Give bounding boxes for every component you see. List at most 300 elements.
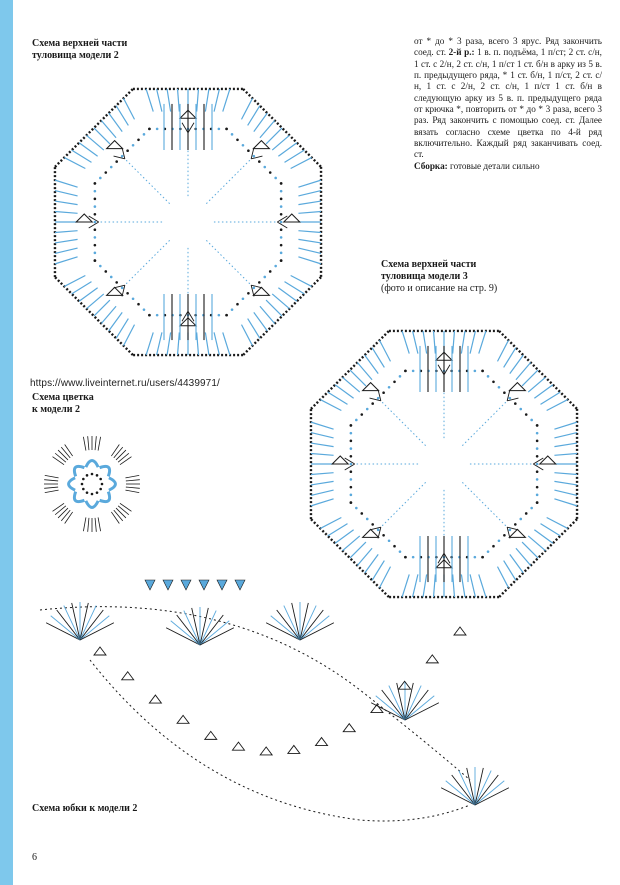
spoke bbox=[125, 240, 170, 285]
chain-dot bbox=[412, 370, 415, 373]
petal-stitch bbox=[95, 436, 96, 450]
fan-stitch bbox=[55, 212, 78, 214]
fan-stitch bbox=[55, 231, 78, 233]
center-dot bbox=[86, 491, 89, 494]
chain-loop bbox=[363, 529, 379, 537]
fan-stitch bbox=[248, 106, 260, 126]
fan-stitch bbox=[554, 473, 577, 475]
fan-stitch bbox=[167, 332, 171, 355]
petal-stitch bbox=[61, 510, 70, 521]
fan-stitch bbox=[335, 385, 354, 398]
chain-dot bbox=[94, 205, 97, 208]
spoke bbox=[206, 159, 251, 204]
fan-stitch bbox=[298, 248, 321, 253]
fan-stitch bbox=[291, 158, 312, 169]
fan-stitch bbox=[197, 332, 199, 355]
chain-dot bbox=[156, 128, 159, 131]
center-dot bbox=[91, 493, 94, 496]
chain-dot bbox=[94, 252, 97, 255]
fan-stitch bbox=[272, 294, 289, 309]
fan-stitch bbox=[285, 150, 305, 162]
chain-loop bbox=[107, 287, 123, 295]
fan-stitch bbox=[534, 385, 553, 398]
chain-dot bbox=[350, 463, 353, 466]
chain-dot bbox=[536, 478, 539, 481]
petal-stitch bbox=[118, 506, 129, 515]
chain-dot bbox=[487, 550, 490, 553]
fan-stitch bbox=[87, 294, 104, 309]
chain-dot bbox=[121, 287, 124, 290]
fan-stitch bbox=[55, 248, 78, 253]
fan-stitch bbox=[55, 180, 78, 187]
chain-loop bbox=[363, 383, 379, 391]
fan-stitch bbox=[479, 331, 486, 354]
chain-dot bbox=[519, 518, 522, 521]
fan-stitch bbox=[554, 499, 577, 506]
chain-dot bbox=[94, 228, 97, 231]
fan-stitch bbox=[311, 454, 334, 456]
fan-stitch bbox=[528, 377, 545, 392]
fan-stitch bbox=[434, 331, 436, 354]
chain-loop bbox=[509, 529, 525, 537]
chain-dot bbox=[280, 259, 283, 262]
source-url: https://www.liveinternet.ru/users/4439971/ bbox=[30, 378, 220, 389]
fan-stitch bbox=[534, 530, 553, 543]
center-dot bbox=[82, 478, 85, 481]
fan-stitch bbox=[94, 128, 110, 144]
chain-dot bbox=[280, 213, 283, 216]
caption-line: туловища модели 2 bbox=[32, 50, 119, 61]
fan-stitch bbox=[380, 340, 391, 361]
center-dot bbox=[99, 478, 102, 481]
fan-stitch bbox=[343, 377, 360, 392]
chain-loop bbox=[232, 742, 244, 750]
fan-stitch bbox=[116, 106, 128, 126]
petal-stitch bbox=[120, 457, 132, 465]
fan-stitch bbox=[298, 180, 321, 187]
fan-stitch bbox=[320, 400, 341, 411]
crochet-diagram-top bbox=[40, 68, 336, 376]
fan-stitch bbox=[80, 623, 114, 640]
chain-dot bbox=[269, 270, 272, 273]
chain-dot bbox=[280, 190, 283, 193]
chain-dot bbox=[280, 205, 283, 208]
caption-line: Схема юбки к модели 2 bbox=[32, 803, 138, 814]
chain-dot bbox=[371, 523, 374, 526]
chain-dot bbox=[498, 539, 501, 542]
chain-dot bbox=[530, 507, 533, 510]
chain-dot bbox=[487, 375, 490, 378]
fan-stitch bbox=[167, 89, 171, 112]
chain-loop bbox=[509, 383, 525, 391]
chain-loop bbox=[76, 214, 92, 222]
chain-dot bbox=[371, 402, 374, 405]
chain-dot bbox=[110, 166, 113, 169]
chain-loop bbox=[332, 456, 348, 464]
chain-dot bbox=[258, 281, 261, 284]
fan-stitch bbox=[79, 288, 98, 301]
petal-stitch bbox=[83, 437, 86, 451]
petal-stitch bbox=[116, 508, 126, 518]
caption-top-left bbox=[32, 38, 127, 62]
fan-stitch bbox=[461, 331, 465, 354]
fan-stitch bbox=[554, 443, 577, 447]
chain-dot bbox=[110, 276, 113, 279]
picot bbox=[199, 580, 209, 590]
chain-dot bbox=[536, 494, 539, 497]
fan-stitch bbox=[311, 422, 334, 429]
chain-dot bbox=[388, 386, 391, 389]
chain-dot bbox=[514, 402, 517, 405]
chain-dot bbox=[280, 228, 283, 231]
petal bbox=[109, 478, 116, 490]
petal-stitch bbox=[53, 457, 65, 465]
chain-dot bbox=[247, 149, 250, 152]
chain-dot bbox=[242, 144, 245, 147]
fan-stitch bbox=[300, 623, 334, 640]
fan-stitch bbox=[205, 89, 209, 112]
skirt-outer-curve bbox=[40, 607, 470, 780]
chain-dot bbox=[115, 281, 118, 284]
chain-dot bbox=[481, 370, 484, 373]
chain-dot bbox=[94, 190, 97, 193]
chain-dot bbox=[474, 370, 477, 373]
fan-stitch bbox=[266, 300, 282, 316]
chain-dot bbox=[366, 518, 369, 521]
chain-dot bbox=[525, 413, 528, 416]
fan-stitch bbox=[554, 490, 577, 495]
chain-dot bbox=[481, 556, 484, 559]
fan-stitch bbox=[541, 524, 561, 536]
chain-dot bbox=[94, 221, 97, 224]
chain-dot bbox=[253, 287, 256, 290]
chain-loop bbox=[426, 655, 438, 663]
fan-stitch bbox=[402, 331, 409, 354]
chain-dot bbox=[99, 265, 102, 268]
chain-dot bbox=[350, 424, 353, 427]
chain-dot bbox=[99, 177, 102, 180]
center-dot bbox=[82, 488, 85, 491]
center-dot bbox=[91, 473, 94, 476]
fan-stitch bbox=[328, 392, 348, 404]
paragraph: Сборка: готовые детали сильно bbox=[414, 160, 540, 171]
fan-stitch bbox=[46, 623, 80, 640]
picot bbox=[235, 580, 245, 590]
fan-stitch bbox=[510, 554, 523, 573]
chain-dot bbox=[514, 523, 517, 526]
fan-stitch bbox=[298, 201, 321, 205]
chain-dot bbox=[132, 144, 135, 147]
paragraph: от * до * 3 раза, всего 3 ярус. Ряд закончить соед. ст. 2-й р.: 1 в. п. подъёма, 1 п/ст; 2 ст. с/н, 1 ст. с 2/н, 2 ст. с/н, 1 п/ст 1 ст. б/н в арку из 5 в. п. предыдущего ряда, * 1 ст. б/н, 1 п/ст, 2 ст. с/н, 1 ст. с 2/н, 2 ст. с/н, 1 п/ст 1 ст. б/н в следующую арку из 5 в. п. предыдущего ряда от крючка *, повторить от * до * 3 раза, всего 3 раз. Ряд закончить с помощью соед. ст. Далее вязать согласно схеме цветка по 4-й ряд включительно. Каждый ряд заканчивать соед. ст. bbox=[414, 36, 602, 160]
fan-stitch bbox=[311, 490, 334, 495]
chain-loop bbox=[122, 672, 134, 680]
fan-stitch bbox=[298, 239, 321, 243]
fan-stitch bbox=[311, 443, 334, 447]
fan-stitch bbox=[311, 499, 334, 506]
fan-stitch bbox=[64, 276, 85, 287]
chain-loop bbox=[260, 747, 272, 755]
chain-dot bbox=[404, 556, 407, 559]
fan-stitch bbox=[475, 788, 509, 805]
petal-stitch bbox=[53, 503, 65, 511]
chain-loop bbox=[94, 647, 106, 655]
chain-dot bbox=[536, 440, 539, 443]
petal-stitch bbox=[125, 490, 139, 493]
fan-stitch bbox=[266, 128, 282, 144]
chain-loop bbox=[284, 214, 300, 222]
skirt-diagram bbox=[30, 570, 500, 850]
fan-stitch bbox=[516, 363, 531, 380]
petal-stitch bbox=[58, 450, 68, 460]
chain-dot bbox=[503, 391, 506, 394]
petal bbox=[86, 501, 98, 508]
petal bbox=[100, 466, 110, 476]
chain-dot bbox=[377, 397, 380, 400]
fan-stitch bbox=[109, 312, 122, 331]
fan-stitch bbox=[311, 481, 334, 485]
fan-stitch bbox=[298, 191, 321, 196]
fan-stitch bbox=[272, 135, 289, 150]
chain-dot bbox=[280, 244, 283, 247]
fan-stitch bbox=[554, 433, 577, 438]
chain-dot bbox=[393, 545, 396, 548]
chain-dot bbox=[137, 303, 140, 306]
chain-dot bbox=[404, 370, 407, 373]
chain-dot bbox=[94, 244, 97, 247]
fan-stitch bbox=[298, 212, 321, 214]
fan-stitch bbox=[55, 191, 78, 196]
petal bbox=[74, 492, 84, 502]
fan-stitch bbox=[157, 89, 162, 112]
chain-dot bbox=[263, 276, 266, 279]
chain-dot bbox=[393, 380, 396, 383]
caption-mid-right bbox=[381, 259, 497, 295]
fan-stitch bbox=[298, 231, 321, 233]
fan-stitch bbox=[285, 282, 305, 294]
chain-dot bbox=[350, 486, 353, 489]
chain-dot bbox=[104, 171, 107, 174]
fan-stitch bbox=[311, 433, 334, 438]
spoke bbox=[125, 159, 170, 204]
chain-dot bbox=[143, 133, 146, 136]
center-dot bbox=[86, 474, 89, 477]
chain-dot bbox=[236, 138, 239, 141]
chain-dot bbox=[218, 314, 221, 317]
chain-dot bbox=[225, 314, 228, 317]
chain-dot bbox=[143, 308, 146, 311]
fan-stitch bbox=[541, 392, 561, 404]
spoke bbox=[381, 401, 426, 446]
fan-stitch bbox=[413, 331, 418, 354]
chain-loop bbox=[253, 141, 269, 149]
chain-dot bbox=[94, 259, 97, 262]
caption-line: к модели 2 bbox=[32, 404, 81, 415]
fan-stitch bbox=[55, 257, 78, 264]
petal-stitch bbox=[45, 475, 59, 478]
fan-stitch bbox=[357, 363, 372, 380]
fan-stitch bbox=[335, 530, 354, 543]
petal-stitch bbox=[125, 475, 139, 478]
fan-stitch bbox=[254, 113, 267, 132]
edge-stitches bbox=[499, 331, 577, 409]
fan-stitch bbox=[55, 201, 78, 205]
fan-stitch bbox=[223, 89, 230, 112]
petal-stitch bbox=[55, 453, 66, 462]
fan-stitch bbox=[124, 325, 135, 346]
petal-stitch bbox=[116, 450, 126, 460]
edge-stitches bbox=[499, 519, 577, 597]
chain-dot bbox=[355, 507, 358, 510]
chain-dot bbox=[350, 432, 353, 435]
picot bbox=[163, 580, 173, 590]
petal-stitch bbox=[61, 447, 70, 458]
chain-dot bbox=[104, 270, 107, 273]
chain-dot bbox=[94, 236, 97, 239]
chain-dot bbox=[263, 166, 266, 169]
chain-dot bbox=[530, 419, 533, 422]
petal-stitch bbox=[83, 517, 86, 531]
chain-dot bbox=[498, 386, 501, 389]
petal-stitch bbox=[65, 512, 73, 524]
chain-dot bbox=[94, 198, 97, 201]
fan-stitch bbox=[214, 332, 219, 355]
edge-stitches bbox=[311, 331, 389, 409]
chain-dot bbox=[536, 501, 539, 504]
fan-stitch bbox=[72, 150, 92, 162]
chain-dot bbox=[148, 314, 151, 317]
fan-stitch bbox=[528, 536, 545, 551]
petal-stitch bbox=[65, 445, 73, 457]
chain-dot bbox=[366, 408, 369, 411]
chain-dot bbox=[360, 413, 363, 416]
fan-stitch bbox=[547, 400, 568, 411]
petal-stitch bbox=[98, 437, 101, 451]
petal-stitch bbox=[44, 480, 58, 481]
petal-stitch bbox=[111, 512, 119, 524]
fan-stitch bbox=[242, 98, 253, 119]
body-text bbox=[414, 36, 602, 172]
chain-dot bbox=[536, 432, 539, 435]
picot bbox=[181, 580, 191, 590]
chain-dot bbox=[132, 297, 135, 300]
spoke bbox=[206, 240, 251, 285]
fan-stitch bbox=[504, 348, 516, 368]
chain-dot bbox=[236, 303, 239, 306]
caption-line: Схема цветка bbox=[32, 392, 94, 403]
fan-stitch bbox=[547, 518, 568, 529]
page-number: 6 bbox=[32, 852, 37, 863]
petal bbox=[86, 461, 98, 468]
fan-stitch bbox=[146, 89, 153, 112]
fan-stitch bbox=[320, 518, 341, 529]
chain-dot bbox=[126, 149, 129, 152]
fan-stitch bbox=[554, 454, 577, 456]
chain-dot bbox=[280, 236, 283, 239]
chain-loop bbox=[316, 738, 328, 746]
fan-stitch bbox=[350, 370, 366, 386]
chain-loop bbox=[540, 456, 556, 464]
chain-dot bbox=[350, 455, 353, 458]
fan-stitch bbox=[328, 524, 348, 536]
chain-dot bbox=[399, 550, 402, 553]
fan-stitch bbox=[423, 331, 427, 354]
petal-stitch bbox=[114, 510, 123, 521]
center-dot bbox=[96, 491, 99, 494]
fan-stitch bbox=[197, 89, 199, 112]
chain-dot bbox=[231, 133, 234, 136]
fan-stitch bbox=[266, 623, 300, 640]
chain-dot bbox=[274, 177, 277, 180]
petal-stitch bbox=[126, 487, 140, 488]
chain-dot bbox=[519, 408, 522, 411]
chain-dot bbox=[253, 155, 256, 158]
fan-stitch bbox=[298, 257, 321, 264]
fan-stitch bbox=[498, 340, 509, 361]
spoke bbox=[381, 482, 426, 527]
petal-stitch bbox=[58, 508, 68, 518]
chain-dot bbox=[350, 470, 353, 473]
fan-stitch bbox=[124, 98, 135, 119]
chain-dot bbox=[280, 252, 283, 255]
left-color-strip bbox=[0, 0, 13, 885]
fan-stitch bbox=[79, 143, 98, 156]
fan-stitch bbox=[453, 331, 455, 354]
petal-stitch bbox=[120, 503, 132, 511]
center-dot bbox=[81, 483, 84, 486]
chain-dot bbox=[382, 534, 385, 537]
fan-stitch bbox=[64, 158, 85, 169]
fan-stitch bbox=[72, 282, 92, 294]
fan-stitch bbox=[248, 319, 260, 339]
chain-dot bbox=[492, 545, 495, 548]
fan-stitch bbox=[101, 121, 116, 138]
petal-stitch bbox=[88, 518, 89, 532]
caption-line: Схема верхней части bbox=[32, 38, 128, 49]
chain-loop bbox=[107, 141, 123, 149]
petal-stitch bbox=[45, 490, 59, 493]
petal-stitch bbox=[111, 445, 119, 457]
fan-stitch bbox=[223, 332, 230, 355]
caption-line: Схема верхней части bbox=[381, 259, 477, 270]
fan-stitch bbox=[260, 121, 275, 138]
chain-dot bbox=[350, 440, 353, 443]
fan-stitch bbox=[372, 348, 384, 368]
fan-stitch bbox=[343, 536, 360, 551]
chain-dot bbox=[355, 419, 358, 422]
fan-stitch bbox=[200, 628, 234, 645]
fan-stitch bbox=[109, 113, 122, 132]
chain-loop bbox=[149, 695, 161, 703]
fan-stitch bbox=[554, 481, 577, 485]
chain-dot bbox=[412, 556, 415, 559]
chain-dot bbox=[350, 494, 353, 497]
picot bbox=[217, 580, 227, 590]
chain-loop bbox=[253, 287, 269, 295]
caption-note: (фото и описание на стр. 9) bbox=[381, 283, 498, 294]
petal-stitch bbox=[114, 447, 123, 458]
chain-dot bbox=[242, 297, 245, 300]
petal-stitch bbox=[98, 517, 101, 531]
chain-dot bbox=[115, 160, 118, 163]
fan-stitch bbox=[522, 370, 538, 386]
fan-stitch bbox=[291, 276, 312, 287]
chain-dot bbox=[126, 292, 129, 295]
chain-loop bbox=[288, 745, 300, 753]
fan-stitch bbox=[441, 788, 475, 805]
fan-stitch bbox=[470, 331, 475, 354]
fan-stitch bbox=[278, 288, 297, 301]
chain-dot bbox=[536, 447, 539, 450]
